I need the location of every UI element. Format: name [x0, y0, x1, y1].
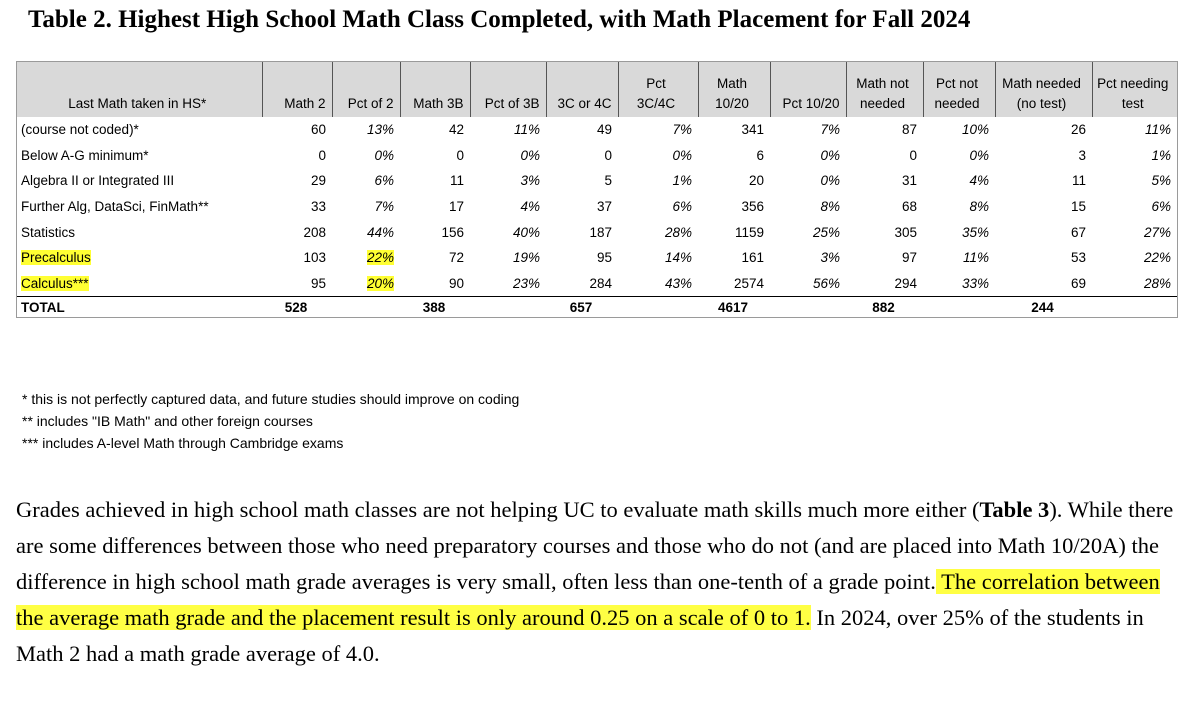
- table-cell: 42: [448, 122, 464, 138]
- total-cell: [1092, 297, 1177, 318]
- table-row: [17, 245, 1177, 271]
- table-cell: 33: [310, 199, 326, 215]
- header-math-10-20: Math 10/20: [698, 62, 770, 117]
- total-cell: [332, 297, 400, 318]
- table-cell: 23%: [512, 275, 540, 291]
- header-math-needed: Math needed (no test): [995, 62, 1092, 117]
- total-row: [17, 297, 1177, 318]
- table-cell: 28%: [1143, 275, 1171, 291]
- table-header-row: [17, 62, 1177, 117]
- placement-table-frame: [16, 61, 1178, 318]
- total-cell: 4617: [698, 297, 770, 318]
- table-cell: 28%: [664, 224, 692, 240]
- footnote-2: ** includes "IB Math" and other foreign courses: [22, 413, 313, 429]
- table-cell: 0%: [820, 173, 840, 189]
- table-cell: 5%: [1151, 173, 1171, 189]
- table-row: [17, 143, 1177, 169]
- table-body: [17, 117, 1177, 317]
- row-label: Algebra II or Integrated III: [21, 173, 175, 189]
- table-cell: 8%: [820, 199, 840, 215]
- table-cell: 294: [894, 275, 917, 291]
- footnote-1: * this is not perfectly captured data, and future studies should improve on coding: [22, 391, 520, 407]
- table-cell: 11%: [962, 250, 989, 266]
- header-pct-of-3b: Pct of 3B: [470, 62, 546, 117]
- table-cell: 17: [448, 199, 464, 215]
- table-cell: 29: [310, 173, 326, 189]
- table-cell: 6: [756, 147, 764, 163]
- total-cell: 388: [400, 297, 470, 318]
- row-label: Statistics: [21, 224, 76, 240]
- table-cell: [332, 271, 400, 297]
- table-cell: 19%: [512, 250, 540, 266]
- table-cell: 72: [448, 250, 464, 266]
- table-row: [17, 219, 1177, 245]
- table-cell: 1%: [672, 173, 692, 189]
- table-cell: 68: [901, 199, 917, 215]
- table-row: [17, 194, 1177, 220]
- highlighted-row-label: Calculus***: [21, 275, 89, 291]
- table-cell: [332, 245, 400, 271]
- table-cell: 284: [589, 275, 612, 291]
- total-cell: 244: [995, 297, 1092, 318]
- total-cell: [470, 297, 546, 318]
- table-cell: 0: [318, 147, 326, 163]
- highlighted-pct-cell: 20%: [366, 275, 394, 291]
- footnote-3: *** includes A-level Math through Cambridge exams: [22, 435, 344, 451]
- header-3c-or-4c: 3C or 4C: [546, 62, 618, 117]
- table-cell: 13%: [366, 122, 394, 138]
- table-cell: 60: [310, 122, 326, 138]
- table-cell: 0%: [820, 147, 840, 163]
- table-cell: 187: [589, 224, 612, 240]
- table-cell: 0%: [672, 147, 692, 163]
- table-cell: 1%: [1151, 147, 1171, 163]
- table-cell: 4%: [969, 173, 989, 189]
- table-cell: 31: [901, 173, 917, 189]
- table-cell: 67: [1070, 224, 1086, 240]
- table-cell: 1159: [734, 224, 764, 240]
- table-cell: 0: [456, 147, 464, 163]
- table-cell: 25%: [812, 224, 840, 240]
- header-last-math: Last Math taken in HS*: [17, 62, 262, 117]
- table-cell: 43%: [664, 275, 692, 291]
- table-cell: 356: [741, 199, 764, 215]
- table-cell: 37: [596, 199, 612, 215]
- paragraph-text-1: Grades achieved in high school math classes are not helping UC to evaluate math skills much more either (: [16, 497, 980, 522]
- table-cell: 11%: [513, 122, 540, 138]
- table-cell: 95: [310, 275, 326, 291]
- table-cell: 56%: [812, 275, 840, 291]
- table-cell: 0: [604, 147, 612, 163]
- table-cell: 40%: [512, 224, 540, 240]
- table-cell: 6%: [1151, 199, 1171, 215]
- table-cell: 156: [441, 224, 464, 240]
- total-cell: 528: [262, 297, 332, 318]
- table-cell: 11: [1071, 173, 1086, 189]
- table-cell: 33%: [961, 275, 989, 291]
- table-cell: 6%: [374, 173, 394, 189]
- table-cell: 8%: [969, 199, 989, 215]
- table-cell: 97: [901, 250, 917, 266]
- table-cell: 341: [741, 122, 764, 138]
- table-3-reference: Table 3: [979, 497, 1050, 522]
- header-pct-not-needed: Pct not needed: [923, 62, 995, 117]
- table-cell: 14%: [664, 250, 692, 266]
- total-cell: [618, 297, 698, 318]
- table-cell: 26: [1070, 122, 1086, 138]
- header-math-2: Math 2: [262, 62, 332, 117]
- table-cell: 0: [909, 147, 917, 163]
- total-label: TOTAL: [17, 297, 262, 318]
- body-paragraph: [16, 492, 1184, 672]
- total-cell: 882: [846, 297, 923, 318]
- row-label: [17, 271, 262, 297]
- row-label: (course not coded)*: [21, 122, 139, 138]
- table-cell: 2574: [733, 275, 764, 291]
- total-cell: 657: [546, 297, 618, 318]
- table-row: [17, 168, 1177, 194]
- header-pct-needing-test: Pct needing test: [1092, 62, 1177, 117]
- table-cell: 3: [1078, 147, 1086, 163]
- placement-table: [17, 62, 1177, 317]
- row-label: [17, 245, 262, 271]
- table-cell: 10%: [961, 122, 989, 138]
- total-cell: [770, 297, 846, 318]
- table-cell: 5: [604, 173, 612, 189]
- table-cell: 0%: [374, 147, 394, 163]
- table-cell: 305: [894, 224, 917, 240]
- highlighted-row-label: Precalculus: [21, 250, 91, 266]
- table-cell: 7%: [374, 199, 394, 215]
- table-cell: 49: [596, 122, 612, 138]
- highlighted-pct-cell: 22%: [366, 250, 394, 266]
- table-cell: 208: [303, 224, 326, 240]
- total-cell: [923, 297, 995, 318]
- table-cell: 15: [1070, 199, 1086, 215]
- row-label: Below A-G minimum*: [21, 147, 149, 163]
- table-cell: 7%: [672, 122, 692, 138]
- table-cell: 0%: [969, 147, 989, 163]
- table-cell: 44%: [366, 224, 394, 240]
- table-row: [17, 117, 1177, 143]
- table-cell: 90: [448, 275, 464, 291]
- footnotes: [22, 388, 519, 454]
- paragraph-text-2: ). While there are some differences between those who need preparatory courses and those who do not (and are placed into Math 10/20A) the difference in high school math grade averages is very small, often less than one-tenth of a grade point.: [16, 497, 1174, 594]
- table-cell: 95: [596, 250, 612, 266]
- table-cell: 0%: [520, 147, 540, 163]
- table-cell: 7%: [820, 122, 840, 138]
- header-pct-10-20: Pct 10/20: [770, 62, 846, 117]
- table-cell: 22%: [1143, 250, 1171, 266]
- paragraph-text-3: In 2024, over 25% of the students in Math 2 had a math grade average of 4.0.: [16, 605, 1144, 666]
- table-cell: 103: [303, 250, 326, 266]
- table-cell: 3%: [820, 250, 840, 266]
- table-cell: 11%: [1144, 122, 1171, 138]
- table-cell: 6%: [672, 199, 692, 215]
- header-pct-3c-4c: Pct 3C/4C: [618, 62, 698, 117]
- table-row: [17, 271, 1177, 297]
- table-title: Table 2. Highest High School Math Class Completed, with Math Placement for Fall 2024: [28, 6, 971, 33]
- table-cell: 53: [1070, 250, 1086, 266]
- highlighted-sentence: The correlation between the average math grade and the placement result is only around 0.25 on a scale of 0 to 1.: [16, 569, 1160, 630]
- table-cell: 20: [748, 173, 764, 189]
- header-math-3b: Math 3B: [400, 62, 470, 117]
- table-cell: 4%: [520, 199, 540, 215]
- table-cell: 11: [449, 173, 464, 189]
- table-cell: 87: [901, 122, 917, 138]
- table-cell: 3%: [520, 173, 540, 189]
- table-cell: 161: [741, 250, 764, 266]
- table-cell: 69: [1070, 275, 1086, 291]
- header-math-not-needed: Math not needed: [846, 62, 923, 117]
- table-cell: 27%: [1143, 224, 1171, 240]
- header-pct-of-2: Pct of 2: [332, 62, 400, 117]
- table-cell: 35%: [961, 224, 989, 240]
- row-label: Further Alg, DataSci, FinMath**: [21, 199, 209, 215]
